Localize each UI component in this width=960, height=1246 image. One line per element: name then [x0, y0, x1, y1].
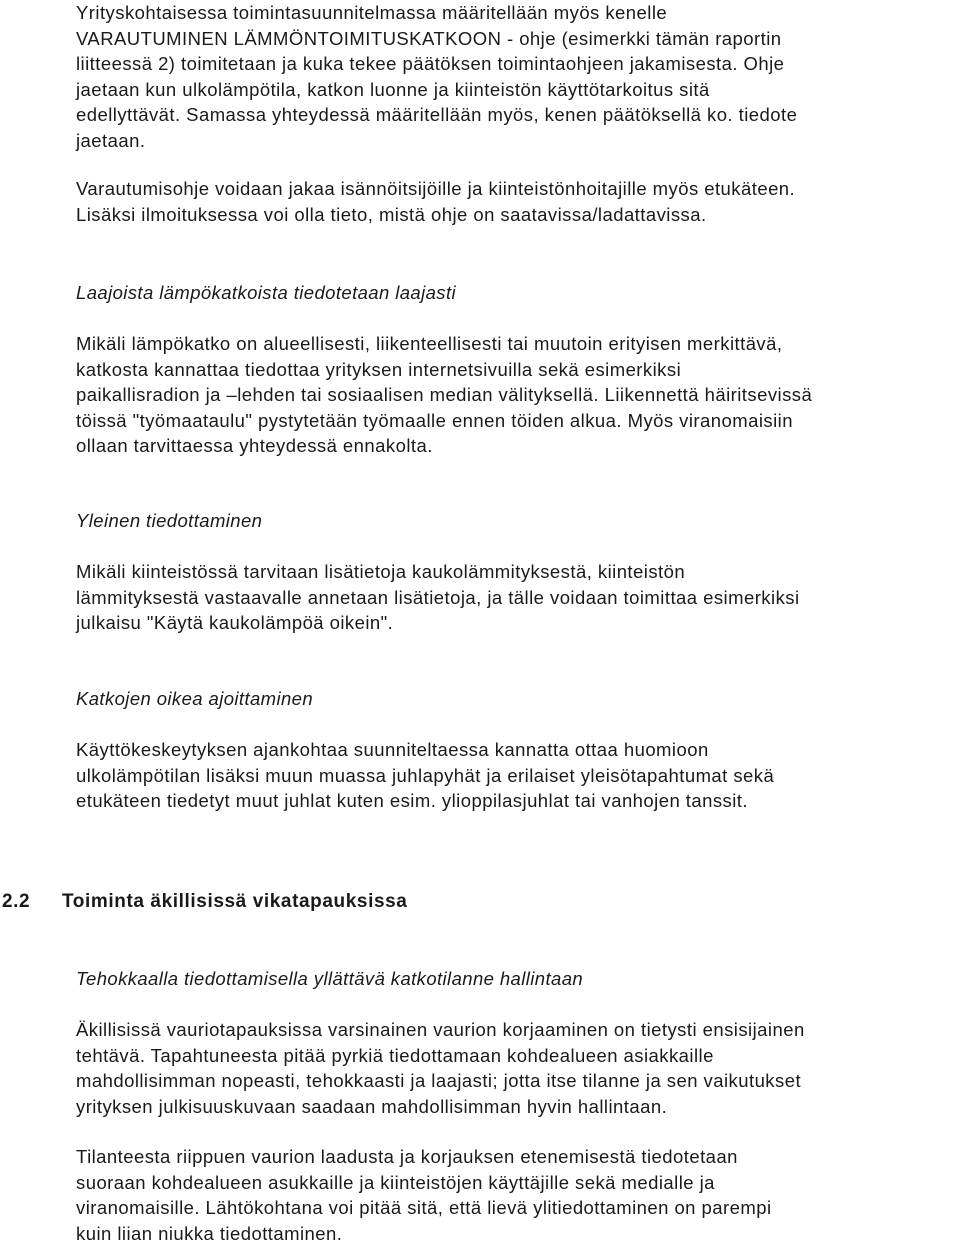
text-line: jaetaan kun ulkolämpötila, katkon luonne ja kiinteistön käyttötarkoitus sitä — [76, 77, 956, 103]
paragraph-yleinen — [76, 559, 956, 636]
text-line: julkaisu "Käytä kaukolämpöä oikein". — [76, 610, 956, 636]
text-line: Yrityskohtaisessa toimintasuunnitelmassa määritellään myös kenelle — [76, 0, 956, 26]
text-line: Äkillisissä vauriotapauksissa varsinainen vaurion korjaaminen on tietysti ensisijainen — [76, 1017, 956, 1043]
text-line: tehtävä. Tapahtuneesta pitää pyrkiä tiedottamaan kohdealueen asiakkaille — [76, 1043, 956, 1069]
text-line: Käyttökeskeytyksen ajankohtaa suunniteltaessa kannatta ottaa huomioon — [76, 737, 956, 763]
text-line: Mikäli kiinteistössä tarvitaan lisätietoja kaukolämmityksestä, kiinteistön — [76, 559, 956, 585]
paragraph-intro — [76, 0, 956, 153]
paragraph-laajoista — [76, 331, 956, 459]
text-line: lämmityksestä vastaavalle annetaan lisätietoja, ja tälle voidaan toimittaa esimerkiksi — [76, 585, 956, 611]
text-line: jaetaan. — [76, 128, 956, 154]
subheading-laajoista: Laajoista lämpökatkoista tiedotetaan laajasti — [76, 280, 456, 305]
text-line: liitteessä 2) toimitetaan ja kuka tekee päätöksen toimintaohjeen jakamisesta. Ohje — [76, 51, 956, 77]
text-line: VARAUTUMINEN LÄMMÖNTOIMITUSKATKOON - ohje (esimerkki tämän raportin — [76, 26, 956, 52]
text-line: Mikäli lämpökatko on alueellisesti, liikenteellisesti tai muutoin erityisen merkittävä, — [76, 331, 956, 357]
text-line: ulkolämpötilan lisäksi muun muassa juhlapyhät ja erilaiset yleisötapahtumat sekä — [76, 763, 956, 789]
text-line: edellyttävät. Samassa yhteydessä määritellään myös, kenen päätöksellä ko. tiedote — [76, 102, 956, 128]
paragraph-akillisissa — [76, 1017, 956, 1119]
text-line: töissä "työmaataulu" pystytetään työmaalle ennen töiden alkua. Myös viranomaisiin — [76, 408, 956, 434]
section-number: 2.2 — [2, 889, 62, 914]
section-heading — [2, 889, 407, 914]
section-title: Toiminta äkillisissä vikatapauksissa — [62, 891, 407, 912]
text-line: mahdollisimman nopeasti, tehokkaasti ja laajasti; jotta itse tilanne ja sen vaikutukset — [76, 1068, 956, 1094]
subheading-tehokkaalla: Tehokkaalla tiedottamisella yllättävä katkotilanne hallintaan — [76, 966, 583, 991]
text-line: etukäteen tiedetyt muut juhlat kuten esim. ylioppilasjuhlat tai vanhojen tanssit. — [76, 788, 956, 814]
text-line: Lisäksi ilmoituksessa voi olla tieto, mistä ohje on saatavissa/ladattavissa. — [76, 202, 956, 228]
text-line: viranomaisille. Lähtökohtana voi pitää sitä, että lievä ylitiedottaminen on parempi — [76, 1195, 956, 1221]
text-line: kuin liian niukka tiedottaminen. — [76, 1221, 956, 1246]
text-line: ollaan tarvittaessa yhteydessä ennakolta. — [76, 433, 956, 459]
paragraph-varautumisohje — [76, 176, 956, 227]
paragraph-tilanteesta — [76, 1144, 956, 1246]
text-line: Varautumisohje voidaan jakaa isännöitsijöille ja kiinteistönhoitajille myös etukäteen. — [76, 176, 956, 202]
text-line: Tilanteesta riippuen vaurion laadusta ja korjauksen etenemisestä tiedotetaan — [76, 1144, 956, 1170]
text-line: katkosta kannattaa tiedottaa yrityksen internetsivuilla sekä esimerkiksi — [76, 357, 956, 383]
paragraph-katkojen — [76, 737, 956, 814]
text-line: yrityksen julkisuuskuvaan saadaan mahdollisimman hyvin hallintaan. — [76, 1094, 956, 1120]
text-line: paikallisradion ja –lehden tai sosiaalisen median välityksellä. Liikennettä häiritsevissä — [76, 382, 956, 408]
subheading-yleinen: Yleinen tiedottaminen — [76, 508, 262, 533]
subheading-katkojen: Katkojen oikea ajoittaminen — [76, 686, 313, 711]
text-line: suoraan kohdealueen asukkaille ja kiinteistöjen käyttäjille sekä medialle ja — [76, 1170, 956, 1196]
